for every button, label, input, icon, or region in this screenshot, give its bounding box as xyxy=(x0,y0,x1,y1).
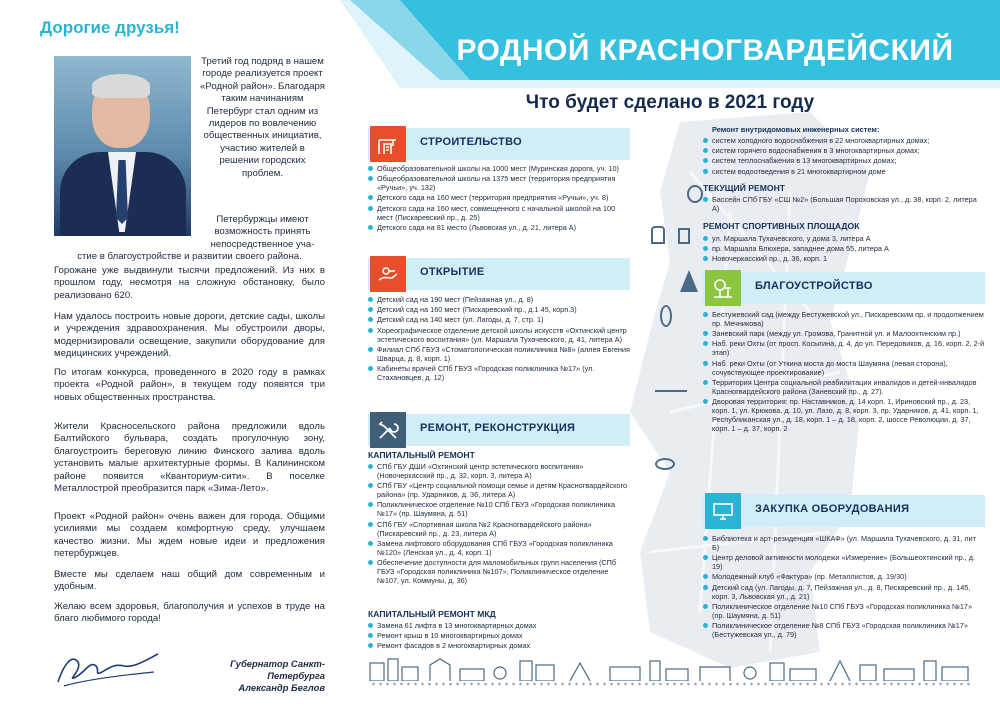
crane-building-icon xyxy=(370,126,406,162)
capital-repair-heading: КАПИТАЛЬНЫЙ РЕМОНТ xyxy=(368,450,475,460)
intro-paragraph: Третий год подряд в нашем городе реализуется проект «Родной район». Благодаря таким начинаниям Петербург стал одним из лидеров по вовлечению общественных инициатив, участию жителей в решении городских проблем. xyxy=(200,56,325,179)
current-repair-list xyxy=(703,195,985,214)
city-skyline-illustration xyxy=(360,655,980,681)
section-opening-header xyxy=(368,258,630,290)
greeting-heading: Дорогие друзья! xyxy=(40,18,180,37)
wrench-screwdriver-icon xyxy=(370,412,406,448)
paragraph: Жители Красносельского района предложили вдоль Балтийского бульвара, создать прогулочную зону, благоустроить береговую линию Финского залива вдоль установить малые архитектурные формы. В Калининском районе появится «Кванториум-сити». В поселке Металлострой преобразится парк «Зима-Лето». xyxy=(54,421,325,495)
list-item: систем горячего водоснабжения в 3 многоквартирных домах; xyxy=(703,146,985,155)
dotted-divider xyxy=(370,682,970,686)
list-item: систем теплоснабжения в 13 многоквартирных домах; xyxy=(703,156,985,165)
paragraph: Проект «Родной район» очень важен для города. Общими усилиями мы создаем комфортную среду, улучшаем качество жизни. Мы ждем новые идеи и предложения петербуржцев. xyxy=(54,511,325,560)
list-item: Бассейн СПб ГБУ «СШ №2» (Большая Пороховская ул., д. 38, корп. 2, литера А) xyxy=(703,195,985,213)
section-improvement-title: БЛАГОУСТРОЙСТВО xyxy=(755,280,873,292)
paragraph: Горожане уже выдвинули тысячи предложений. Из них в прошлом году, несмотря на сложную обстановку, было реализовано 620. xyxy=(54,265,325,301)
list-item: Поликлиническое отделение №10 СПб ГБУЗ «Городская поликлиника №17» (пр. Шаумяна, д. 51) xyxy=(703,602,985,620)
list-item: Замена 61 лифта в 13 многоквартирных домах xyxy=(368,621,630,630)
mkd-repair-list xyxy=(368,621,630,652)
list-item: Заневский парк (между ул. Громова, Гранитной ул. и Малоохтинским пр.) xyxy=(703,329,985,338)
construction-list xyxy=(368,164,630,233)
list-item: Новочеркасский пр., д. 36, корп. 1 xyxy=(703,254,985,263)
tree-icon xyxy=(651,226,665,244)
sports-repair-list xyxy=(703,234,985,265)
list-item: Детского сада на 160 мест, совмещенного с начальной школой на 100 мест (Пискаревский пр., д. 25) xyxy=(368,204,630,222)
paragraph-2-bottom: стие в благоустройстве и развитии своего района. xyxy=(77,251,302,262)
hand-key-icon xyxy=(370,256,406,292)
list-item: Детского сада на 81 место (Львовская ул., д. 21, литера А) xyxy=(368,223,630,232)
page-subtitle: Что будет сделано в 2021 году xyxy=(525,92,815,113)
engineering-heading: Ремонт внутридомовых инженерных систем: xyxy=(712,125,880,134)
list-item: Детского сада на 160 мест (территория предприятия «Ручьи», уч. 8) xyxy=(368,193,630,202)
section-equipment-title: ЗАКУПКА ОБОРУДОВАНИЯ xyxy=(755,503,910,515)
bicycle-icon xyxy=(655,458,675,470)
improvement-list xyxy=(703,310,985,434)
list-item: Поликлиническое отделение №8 СПб ГБУЗ «Городская поликлиника №17» (Бестужевская ул., д. 79) xyxy=(703,621,985,639)
opening-list xyxy=(368,295,630,383)
list-item: Обеспечение доступности для маломобильных групп населения (СПб ГБУЗ «Городская поликлиника №107», Поликлиническое отделение №107, ул. Коммуны, д. 36) xyxy=(368,558,630,585)
governor-portrait xyxy=(54,56,191,236)
capital-repair-list xyxy=(368,462,630,586)
list-item: Общеобразовательной школы на 1375 мест (территория предприятия «Ручьи», уч. 132) xyxy=(368,174,630,192)
list-item: СПб ГБУ «Спортивная школа №2 Красногвардейского района» (Пискаревский пр., д. 23, литера А) xyxy=(368,520,630,538)
list-item: пр. Маршала Блюхера, западнее дома 55, литера А xyxy=(703,244,985,253)
engineering-list xyxy=(703,136,985,177)
list-item: Поликлиническое отделение №10 СПб ГБУЗ «Городская поликлиника №17» (пр. Шаумяна, д. 51) xyxy=(368,500,630,518)
equipment-list xyxy=(703,534,985,640)
computer-icon xyxy=(705,493,741,529)
paragraph: Желаю всем здоровья, благополучия и успехов в труде на благо любимого города! xyxy=(54,601,325,625)
list-item: Хореографическое отделение детской школы искусств «Охтинский центр эстетического воспитания» (ул. Маршала Тухачевского, д. 41, литера А) xyxy=(368,326,630,344)
list-item: Наб. реки Охты (от Уткина моста до моста Шаумяна (левая сторона), сочувствующее проектирование) xyxy=(703,359,985,377)
city-icon xyxy=(655,378,687,392)
list-item: систем водоотведения в 21 многоквартирном доме xyxy=(703,167,985,176)
current-repair-heading: ТЕКУЩИЙ РЕМОНТ xyxy=(703,183,786,193)
paragraph: Вместе мы сделаем наш общий дом современным и удобным. xyxy=(54,569,325,593)
tree-park-icon xyxy=(705,270,741,306)
list-item: Замена лифтового оборудования СПб ГБУЗ «Городская поликлиника №120» (Ленская ул., д. 4, корп. 1) xyxy=(368,539,630,557)
signature-role: Губернатор Санкт-Петербурга xyxy=(230,658,325,681)
list-item: Дворовая территория: пр. Наставников, д. 14 корп. 1, Ириновский пр., д. 23, корп. 1, ул. Крюкова, д. 10, ул. Лазо, д. 8, корп. 3, пр. Ударников, д. 41, корп. 1, Республиканская ул., д. 18, корп. 1 – д. 18, корп. 2, шоссе Революции, д. 37, корп. 1 – д. 37, корп. 2 xyxy=(703,397,985,433)
sports-repair-heading: РЕМОНТ СПОРТИВНЫХ ПЛОЩАДОК xyxy=(703,221,860,231)
section-repair-header xyxy=(368,414,630,446)
mkd-repair-heading: КАПИТАЛЬНЫЙ РЕМОНТ МКД xyxy=(368,609,496,619)
signature-name: Александр Беглов xyxy=(238,682,325,693)
list-item: Бестужевский сад (между Бестужевской ул., Пискаревским пр. и продолжением пр. Мечникова) xyxy=(703,310,985,328)
building-icon xyxy=(678,228,690,244)
paragraph-2-top: Петербуржцы имеют возможность принять непосредственное уча- xyxy=(210,214,315,250)
list-item: Библиотека и арт-резиденция «ШКАФ» (ул. Маршала Тухачевского, д. 31, лит Б) xyxy=(703,534,985,552)
map-pin-icon xyxy=(687,185,703,203)
list-item: СПб ГБУ «Центр социальной помощи семье и детям Красногвардейского района» (пр. Ударников, д. 36, литера А) xyxy=(368,481,630,499)
list-item: ул. Маршала Тухачевского, у дома 3, литера А xyxy=(703,234,985,243)
section-improvement-header xyxy=(703,272,985,304)
signature-caption xyxy=(180,658,325,694)
list-item: Ремонт крыш в 10 многоквартирных домах xyxy=(368,631,630,640)
signature-image xyxy=(54,642,164,692)
list-item: Кабинеты врачей СПб ГБУЗ «Городская поликлиника №17» (ул. Стахановцев, д. 12) xyxy=(368,364,630,382)
list-item: Общеобразовательной школы на 1000 мест (Муринская дорога, уч. 10) xyxy=(368,164,630,173)
list-item: Детский сад (ул. Лагоды, д. 7, Пейзажная ул., д. 8, Пискаревский пр., д. 145, корп. 3, Львовская ул., д. 21) xyxy=(703,583,985,601)
section-construction-header xyxy=(368,128,630,160)
list-item: Детский сад на 190 мест (Пейзажная ул., д. 8) xyxy=(368,295,630,304)
list-item: Ремонт фасадов в 2 многоквартирных домах xyxy=(368,641,630,650)
governor-letter xyxy=(0,0,340,713)
paragraph: По итогам конкурса, проведенного в 2020 году в рамках проекта «Родной район», в текущем году появятся три новых общественных пространства. xyxy=(54,367,325,403)
paragraph: Нам удалось построить новые дороги, детские сады, школы и учреждения здравоохранения. Мы обустроили дворы, модернизировали освещение, закупили оборудование для медицинских учреждений. xyxy=(54,311,325,360)
section-construction-title: СТРОИТЕЛЬСТВО xyxy=(420,136,522,148)
list-item: СПб ГБУ ДШИ «Охтинский центр эстетического воспитания» (Новочеркасский пр., д. 32, корп. 3, литера А) xyxy=(368,462,630,480)
section-equipment-header xyxy=(703,495,985,527)
list-item: Детский сад на 160 мест (Пискаревский пр., д.1 45, корп.3) xyxy=(368,305,630,314)
fir-tree-icon xyxy=(680,270,698,292)
list-item: Наб. реки Охты (от просп. Косыгина, д. 4, до ул. Передовиков, д. 16, корп. 2, 2-й этап) xyxy=(703,339,985,357)
list-item: систем холодного водоснабжения в 22 многоквартирных домах; xyxy=(703,136,985,145)
list-item: Центр деловой активности молодежи «Измерение» (Большеохтинский пр., д. 19) xyxy=(703,553,985,571)
list-item: Молодежный клуб «Фактура» (пр. Металлистов, д. 19/30) xyxy=(703,572,985,581)
list-item: Территория Центра социальной реабилитации инвалидов и детей-инвалидов Красногвардейского района (Заневский пр., д. 27). xyxy=(703,378,985,396)
district-plan xyxy=(340,0,1000,713)
section-opening-title: ОТКРЫТИЕ xyxy=(420,266,485,278)
leaf-tree-icon xyxy=(660,305,672,327)
list-item: Филиал СПб ГБУЗ «Стоматологическая поликлиника №8» (аллея Евгения Шварца, д. 8, корп. 1) xyxy=(368,345,630,363)
list-item: Детский сад на 140 мест (ул. Лагоды, д. 7, стр. 1) xyxy=(368,315,630,324)
banner-title: РОДНОЙ КРАСНОГВАРДЕЙСКИЙ xyxy=(456,34,954,67)
section-repair-title: РЕМОНТ, РЕКОНСТРУКЦИЯ xyxy=(420,422,576,434)
